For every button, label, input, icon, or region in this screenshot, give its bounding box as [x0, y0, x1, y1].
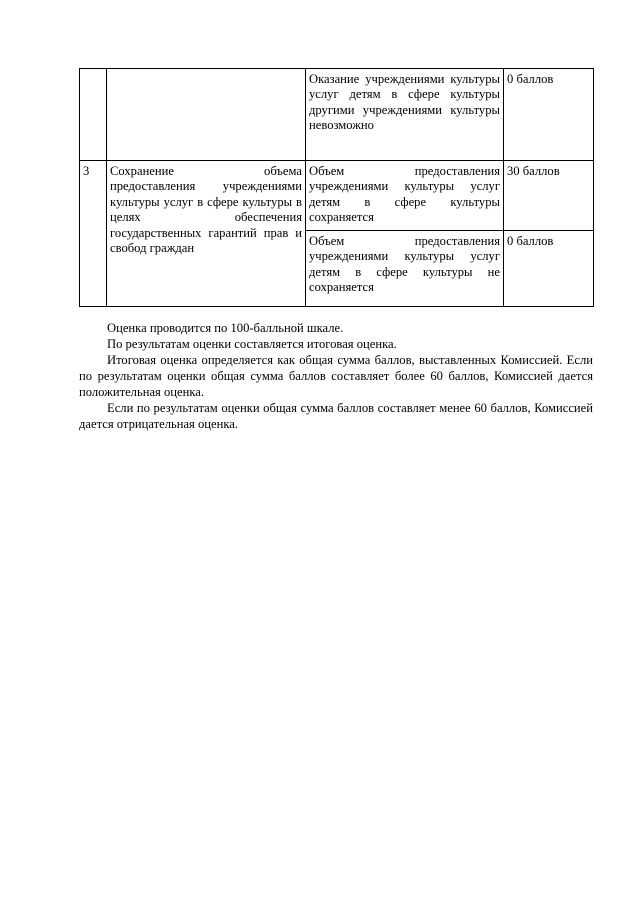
row-number-cell: 3 — [80, 161, 107, 307]
document-page — [79, 68, 593, 432]
paragraph: Если по результатам оценки общая сумма баллов составляет менее 60 баллов, Комиссией дается отрицательная оценка. — [79, 401, 593, 431]
criterion-cell: Объем предоставления учреждениями культуры услуг детям в сфере культуры не сохраняется — [306, 231, 504, 307]
row-number-cell — [80, 69, 107, 161]
paragraph: Итоговая оценка определяется как общая сумма баллов, выставленных Комиссией. Если по результатам оценки общая сумма баллов составляет более 60 баллов, Комиссией дается положительная оценка. — [79, 353, 593, 399]
paragraph: По результатам оценки составляется итоговая оценка. — [107, 337, 397, 351]
paragraph: Оценка проводится по 100-балльной шкале. — [107, 321, 344, 335]
criterion-cell: Объем предоставления учреждениями культуры услуг детям в сфере культуры сохраняется — [306, 161, 504, 231]
score-cell: 30 баллов — [504, 161, 594, 231]
table-row — [80, 69, 594, 161]
score-cell: 0 баллов — [504, 69, 594, 161]
body-text — [79, 320, 593, 432]
indicator-name-cell — [107, 69, 306, 161]
table-row — [80, 161, 594, 231]
criterion-cell: Оказание учреждениями культуры услуг детям в сфере культуры другими учреждениями культуры невозможно — [306, 69, 504, 161]
criteria-table — [79, 68, 594, 307]
indicator-name-cell: Сохранение объема предоставления учреждениями культуры услуг в сфере культуры в целях обеспечения государственных гарантий прав и свобод граждан — [107, 161, 306, 307]
score-cell: 0 баллов — [504, 231, 594, 307]
